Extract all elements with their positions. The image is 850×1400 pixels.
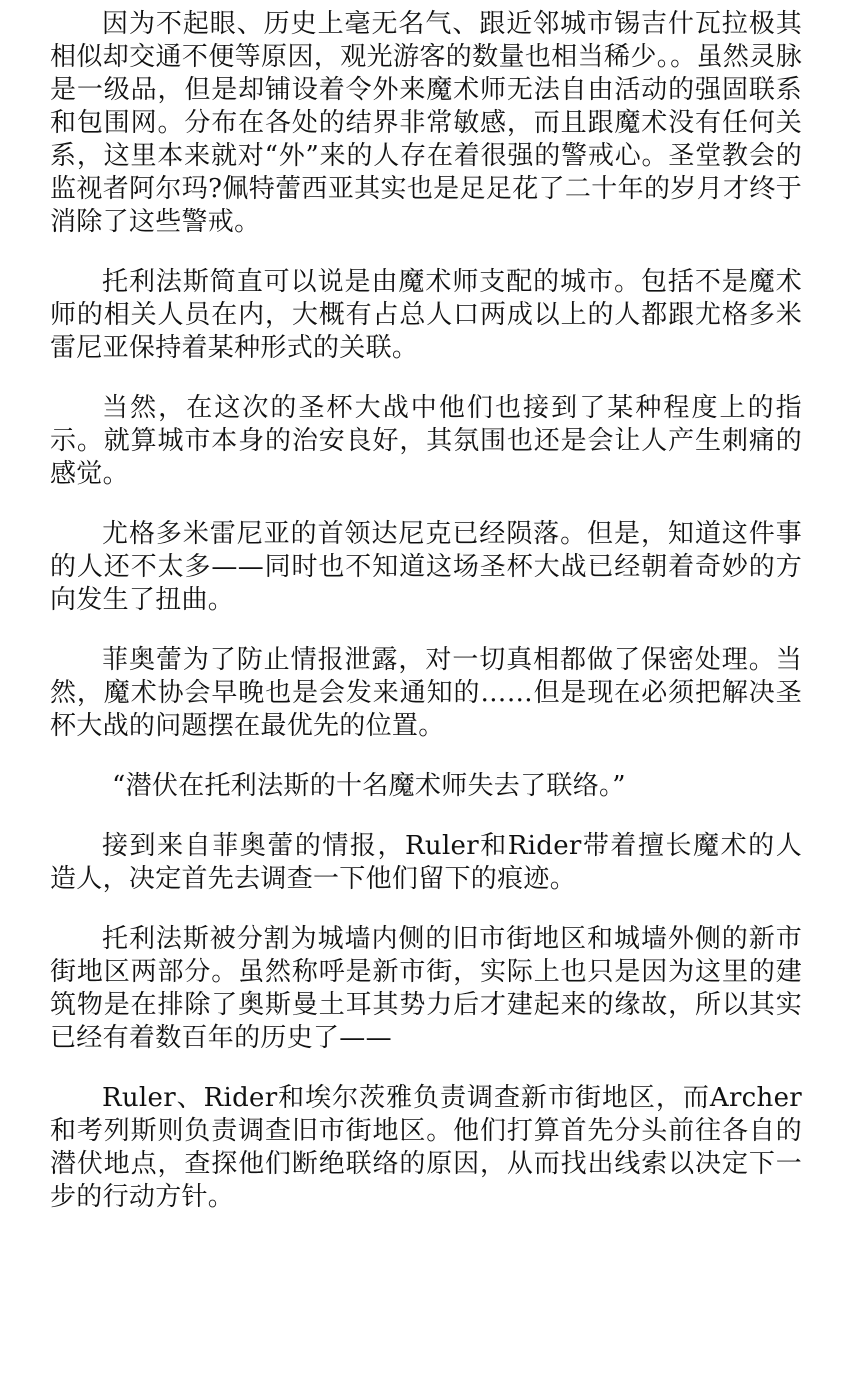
paragraph-4: 尤格多米雷尼亚的首领达尼克已经陨落。但是，知道这件事的人还不太多——同时也不知道这场圣杯大战已经朝着奇妙的方向发生了扭曲。	[50, 519, 802, 615]
paragraph-3: 当然，在这次的圣杯大战中他们也接到了某种程度上的指示。就算城市本身的治安良好，其氛围也还是会让人产生刺痛的感觉。	[50, 393, 802, 489]
paragraph-9: Ruler、Rider和埃尔茨雅负责调查新市街地区，而Archer和考列斯则负责调查旧市街地区。他们打算首先分头前往各自的潜伏地点，查探他们断绝联络的原因，从而找出线索以决定下一步的行动方针。	[50, 1083, 802, 1212]
paragraph-2: 托利法斯简直可以说是由魔术师支配的城市。包括不是魔术师的相关人员在内，大概有占总人口两成以上的人都跟尤格多米雷尼亚保持着某种形式的关联。	[50, 267, 802, 363]
document-page	[50, 8, 802, 1241]
paragraph-7: 接到来自菲奥蕾的情报，Ruler和Rider带着擅长魔术的人造人，决定首先去调查一下他们留下的痕迹。	[50, 831, 802, 894]
paragraph-5: 菲奥蕾为了防止情报泄露，对一切真相都做了保密处理。当然，魔术协会早晚也是会发来通知的……但是现在必须把解决圣杯大战的问题摆在最优先的位置。	[50, 645, 802, 741]
paragraph-8: 托利法斯被分割为城墙内侧的旧市街地区和城墙外侧的新市街地区两部分。虽然称呼是新市街，实际上也只是因为这里的建筑物是在排除了奥斯曼土耳其势力后才建起来的缘故，所以其实已经有着数百年的历史了——	[50, 924, 802, 1053]
paragraph-6-quote: “潜伏在托利法斯的十名魔术师失去了联络。”	[112, 771, 626, 801]
paragraph-1: 因为不起眼、历史上毫无名气、跟近邻城市锡吉什瓦拉极其相似却交通不便等原因，观光游客的数量也相当稀少。。虽然灵脉是一级品，但是却铺设着令外来魔术师无法自由活动的强固联系和包围网。分布在各处的结界非常敏感，而且跟魔术没有任何关系，这里本来就对“外”来的人存在着很强的警戒心。圣堂教会的监视者阿尔玛?佩特蕾西亚其实也是足足花了二十年的岁月才终于消除了这些警戒。	[50, 9, 802, 237]
